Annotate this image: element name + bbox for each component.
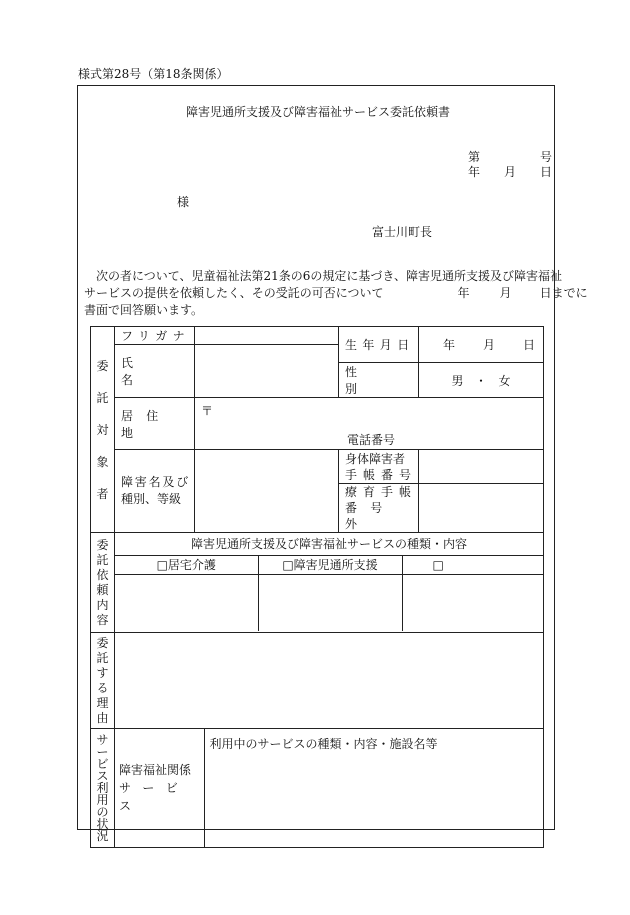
option-other[interactable]: □ — [402, 555, 543, 574]
address-field[interactable] — [195, 398, 544, 450]
date-day: 日 — [540, 165, 553, 179]
reason-field[interactable] — [115, 633, 544, 729]
paragraph-line-3: 書面で回答願います。 — [84, 303, 204, 317]
form-number: 様式第28号（第18条関係） — [78, 67, 229, 81]
addressee-suffix: 様 — [177, 195, 190, 209]
ryoiku-cert-field[interactable] — [419, 484, 544, 533]
usage-section-label: サ ー ビ ス 利 用 の 状 況 — [91, 729, 115, 848]
birthdate-field[interactable]: 年 月 日 — [419, 327, 544, 363]
phone-label: 電話番号 — [347, 433, 396, 447]
request-paragraph — [84, 268, 588, 319]
request-detail-1[interactable] — [115, 574, 258, 631]
reason-section-label: 委 託 す る 理 由 — [91, 633, 115, 729]
option-home-care[interactable]: □居宅介護 — [115, 555, 258, 574]
paragraph-line-2: サービスの提供を依頼したく、その受託の可否について 年 月 日までに — [84, 286, 588, 300]
paragraph-line-1: 次の者について、児童福祉法第21条の6の規定に基づき、障害児通所支援及び障害福祉 — [96, 269, 562, 283]
physical-cert-label: 身体障害者 手帳番号 — [339, 450, 419, 484]
name-label: 氏名 — [115, 345, 195, 398]
service-label: 障害福祉関係 サービス — [119, 763, 192, 813]
date-year: 年 — [468, 165, 481, 179]
birthdate-label: 生年月日 — [339, 327, 419, 363]
furigana-label: フリガナ — [115, 327, 195, 345]
option-child-day-support[interactable]: □障害児通所支援 — [258, 555, 402, 574]
request-detail-3[interactable] — [402, 574, 543, 631]
name-field[interactable] — [195, 345, 339, 398]
sender-name: 富士川町長 — [372, 225, 433, 239]
address-label: 居住地 — [115, 398, 195, 450]
main-table — [90, 326, 544, 848]
disability-field[interactable] — [195, 450, 339, 533]
service-usage-field[interactable] — [204, 729, 543, 847]
usage-content — [115, 729, 544, 848]
request-section-label: 委 託 依 頼 内 容 — [91, 533, 115, 633]
sex-field[interactable]: 男 ・ 女 — [419, 363, 544, 398]
request-content — [115, 533, 544, 633]
sex-label: 性別 — [339, 363, 419, 398]
document-title: 障害児通所支援及び障害福祉サービス委託依頼書 — [186, 105, 451, 119]
ryoiku-cert-label: 療育手帳 番号外 — [339, 484, 419, 533]
date-month: 月 — [504, 165, 517, 179]
physical-cert-field[interactable] — [419, 450, 544, 484]
service-usage-header: 利用中のサービスの種類・内容・施設名等 — [209, 737, 438, 751]
ref-go: 号 — [540, 150, 553, 164]
furigana-field[interactable] — [195, 327, 339, 345]
request-detail-2[interactable] — [258, 574, 402, 631]
subject-section-label: 委 託 対 象 者 — [91, 327, 115, 533]
request-header: 障害児通所支援及び障害福祉サービスの種類・内容 — [191, 537, 468, 552]
ref-dai: 第 — [468, 150, 481, 164]
postal-mark: 〒 — [201, 404, 214, 418]
disability-label: 障害名及び 種別、等級 — [115, 450, 195, 533]
